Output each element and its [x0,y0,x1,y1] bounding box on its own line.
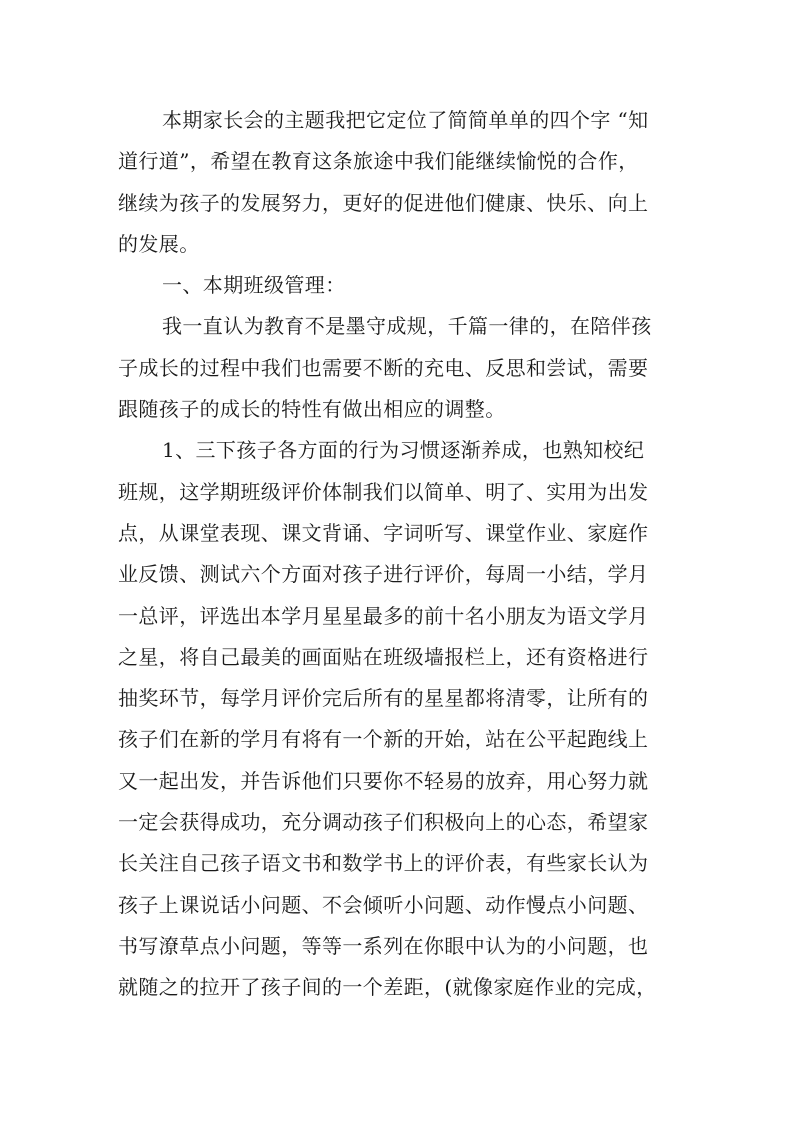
paragraph-line: 1、三下孩子各方面的行为习惯逐渐养成，也熟知校纪 [162,438,645,463]
paragraph-line: 一定会获得成功，充分调动孩子们积极向上的心态，希望家 [118,810,649,835]
paragraph-line: 点，从课堂表现、课文背诵、字词听写、课堂作业、家庭作 [118,520,649,545]
paragraph-line: 跟随孩子的成长的特性有做出相应的调整。 [118,397,506,422]
paragraph-line: 之星，将自己最美的画面贴在班级墙报栏上，还有资格进行 [118,644,649,669]
paragraph-line: 书写潦草点小问题，等等一系列在你眼中认为的小问题，也 [118,933,649,958]
paragraph-line: 就随之的拉开了孩子间的一个差距，(就像家庭作业的完成， [118,975,657,1000]
paragraph-line: 又一起出发，并告诉他们只要你不轻易的放弃，用心努力就 [118,768,649,793]
section-heading: 一、本期班级管理： [162,273,346,298]
document-body [118,100,678,1009]
paragraph-line: 孩子上课说话小问题、不会倾听小问题、动作慢点小问题、 [118,892,649,917]
paragraph-line: 的发展。 [118,231,200,256]
paragraph-line: 抽奖环节，每学月评价完后所有的星星都将清零，让所有的 [118,686,649,711]
paragraph-line: 道行道”，希望在教育这条旅途中我们能继续愉悦的合作， [118,149,639,174]
paragraph-line: 本期家长会的主题我把它定位了简简单单的四个字 “知 [162,108,649,132]
paragraph-line: 长关注自己孩子语文书和数学书上的评价表，有些家长认为 [118,851,649,876]
paragraph-line: 班规，这学期班级评价体制我们以简单、明了、实用为出发 [118,479,649,504]
paragraph-line: 孩子们在新的学月有将有一个新的开始，站在公平起跑线上 [118,727,649,752]
paragraph-line: 我一直认为教育不是墨守成规，千篇一律的，在陪伴孩 [162,314,652,339]
paragraph-line: 子成长的过程中我们也需要不断的充电、反思和尝试，需要 [118,355,649,380]
paragraph-line: 继续为孩子的发展努力，更好的促进他们健康、快乐、向上 [118,190,649,215]
paragraph-line: 一总评，评选出本学月星星最多的前十名小朋友为语文学月 [118,603,649,628]
paragraph-line: 业反馈、测试六个方面对孩子进行评价，每周一小结，学月 [118,562,649,587]
